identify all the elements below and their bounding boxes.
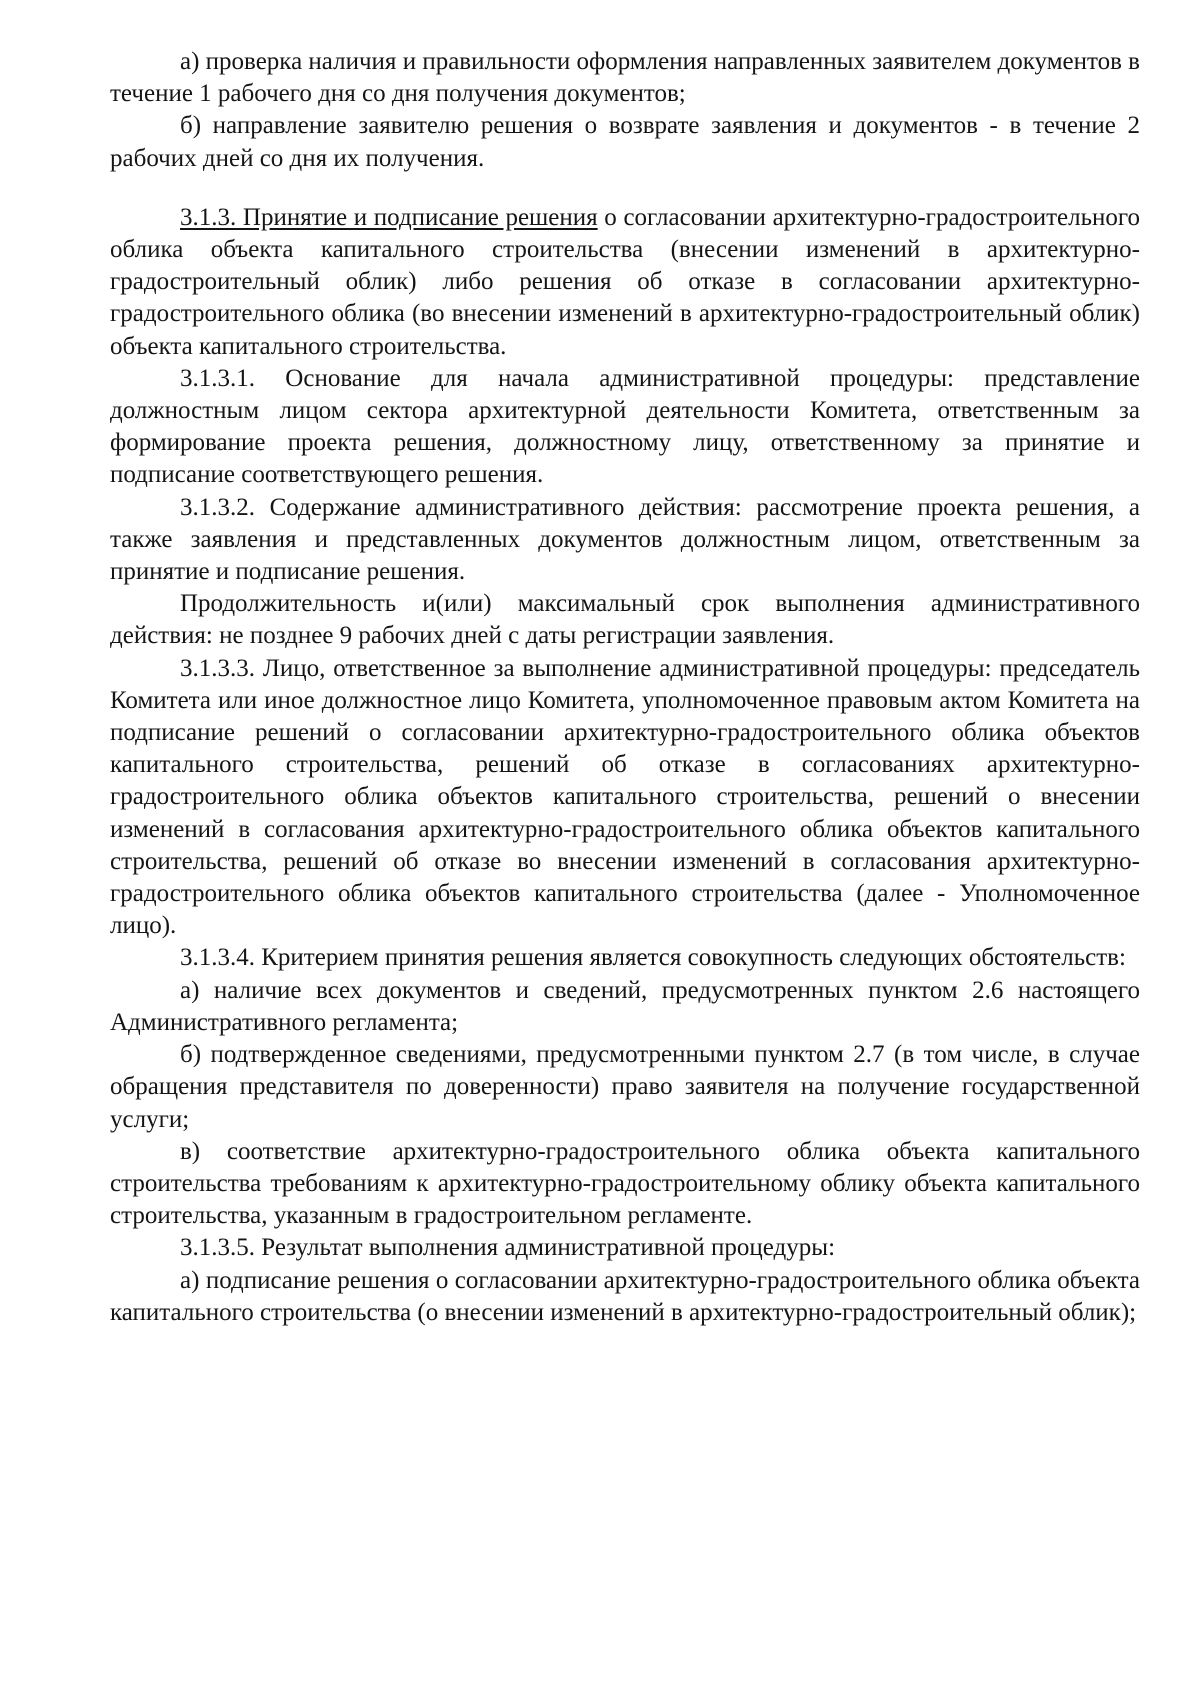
section-3-1-3-heading [110,202,1140,363]
paragraph-duration: Продолжительность и(или) максимальный срок выполнения административного действия: не позднее 9 рабочих дней с даты регистрации заявления. [110,590,1140,650]
paragraph-criterion-b: б) подтвержденное сведениями, предусмотренными пунктом 2.7 (в том числе, в случае обращения представителя по доверенности) право заявителя на получение государственной услуги; [110,1041,1140,1133]
paragraph-3-1-3-5: 3.1.3.5. Результат выполнения административной процедуры: [180,1234,836,1262]
paragraph-3-1-3-3: 3.1.3.3. Лицо, ответственное за выполнение административной процедуры: председатель Комитета или иное должностное лицо Комитета, уполномоченное правовым актом Комитета на подписание решений о согласовании архитектурно-градостроительного облика объектов капитального строительства, решений об отказе в согласованиях архитектурно-градостроительного облика объектов капитального строительства, решений о внесении изменений в согласования архитектурно-градостроительного облика объектов капитального строительства, решений об отказе во внесении изменений в согласования архитектурно-градостроительного облика объектов капитального строительства (далее - Уполномоченное лицо). [110,654,1140,940]
paragraph-3-1-3-4: 3.1.3.4. Критерием принятия решения является совокупность следующих обстоятельств: [180,944,1126,972]
paragraph-3-1-3-2: 3.1.3.2. Содержание административного действия: рассмотрение проекта решения, а также заявления и представленных документов должностным лицом, ответственным за принятие и подписание решения. [110,493,1140,586]
paragraph-criterion-a: а) наличие всех документов и сведений, предусмотренных пунктом 2.6 настоящего Административного регламента; [110,976,1140,1036]
section-3-1-3-title: 3.1.3. Принятие и подписание решения [180,203,598,231]
paragraph-return-decision: б) направление заявителю решения о возврате заявления и документов - в течение 2 рабочих дней со дня их получения. [110,112,1140,172]
document-body [110,46,1140,1329]
section-3-1-3-text: о согласовании архитектурно-градостроительного облика объекта капитального строительства (внесении изменений в архитектурно-градостроительный облик) либо решения об отказе в согласовании архитектурно-градостроительного облика (во внесении изменений в архитектурно-градостроительный облик) объекта капитального строительства. [110,203,1140,360]
paragraph-check-documents: а) проверка наличия и правильности оформления направленных заявителем документов в течение 1 рабочего дня со дня получения документов; [110,48,1140,108]
paragraph-result-a: а) подписание решения о согласовании архитектурно-градостроительного облика объекта капитального строительства (о внесении изменений в архитектурно-градостроительный облик); [110,1266,1140,1326]
paragraph-criterion-v: в) соответствие архитектурно-градостроительного облика объекта капитального строительства требованиям к архитектурно-градостроительному облику объекта капитального строительства, указанным в градостроительном регламенте. [110,1137,1140,1230]
paragraph-3-1-3-1: 3.1.3.1. Основание для начала административной процедуры: представление должностным лицом сектора архитектурной деятельности Комитета, ответственным за формирование проекта решения, должностному лицу, ответственному за принятие и подписание соответствующего решения. [110,364,1140,489]
